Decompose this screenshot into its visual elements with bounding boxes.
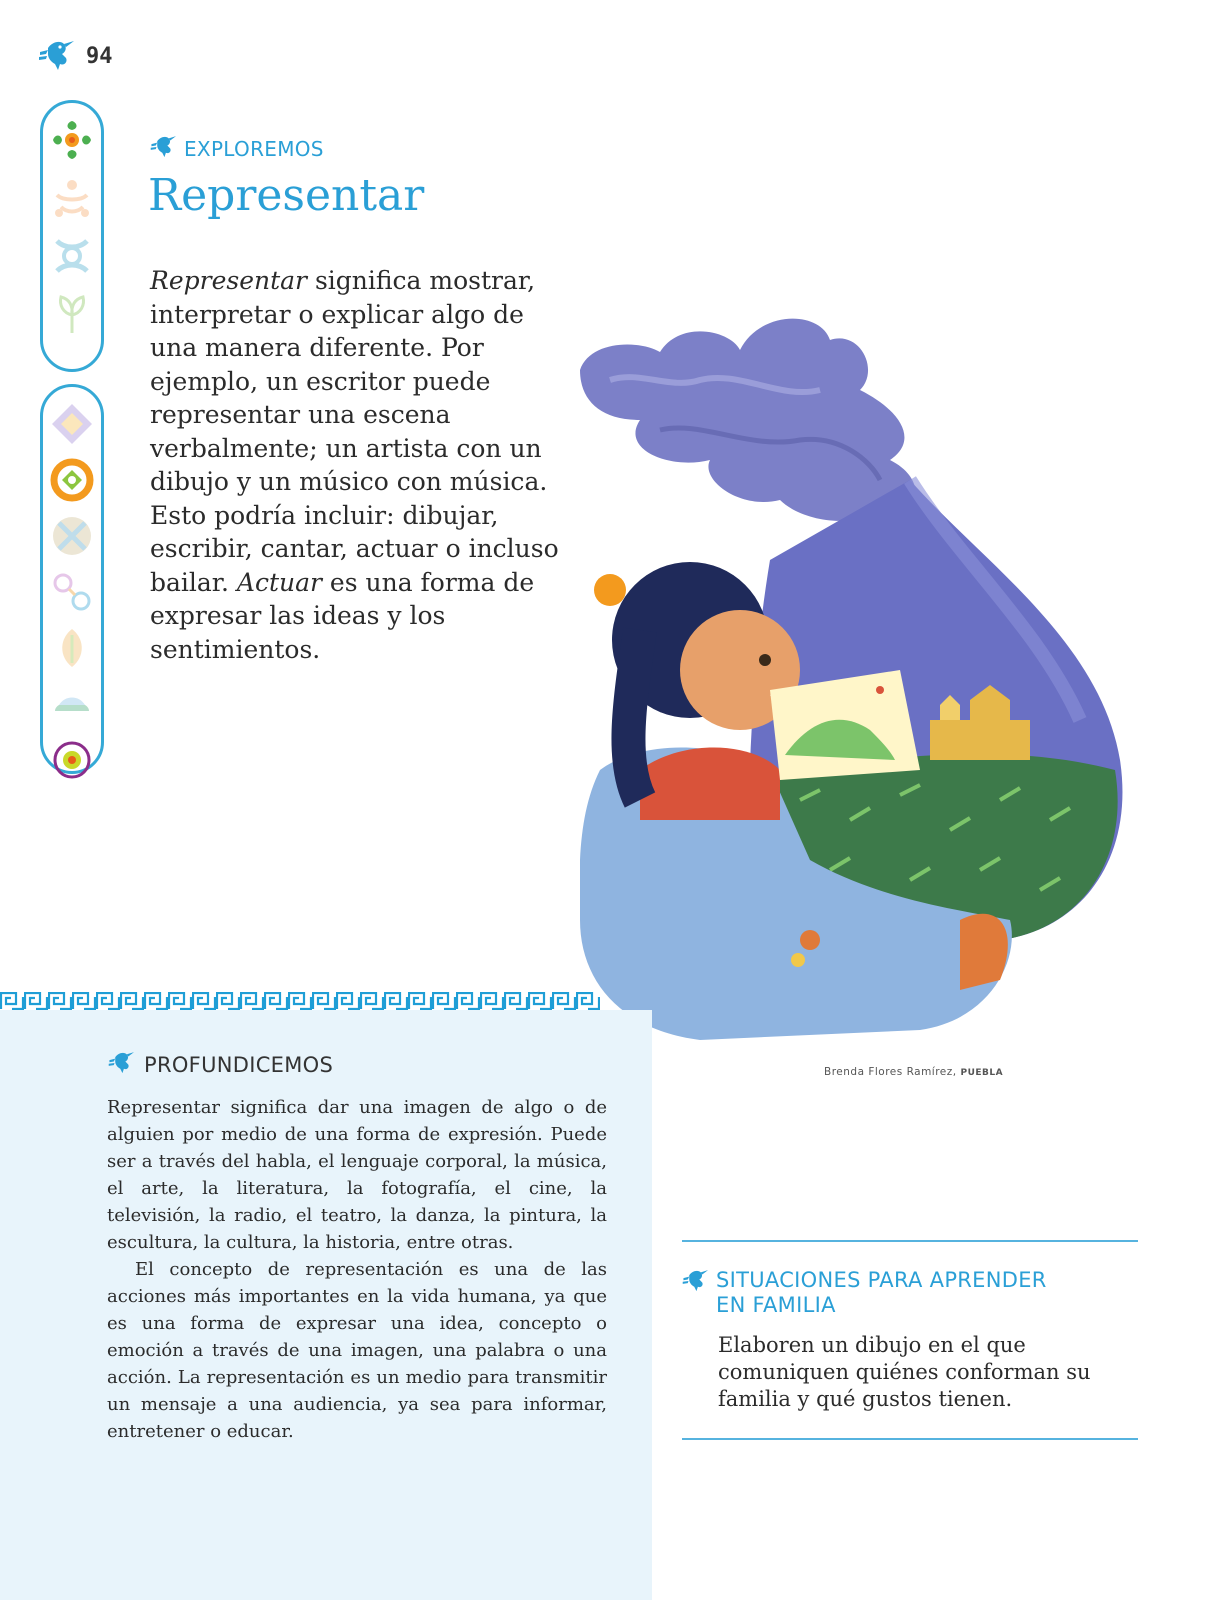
connection-icon — [49, 569, 95, 615]
intro-paragraph — [150, 264, 570, 666]
page-header — [36, 38, 113, 74]
divider — [682, 1240, 1138, 1242]
profundicemos-label — [106, 1050, 333, 1080]
link-icon — [49, 233, 95, 279]
hummingbird-icon — [106, 1050, 136, 1080]
leaf-icon — [49, 625, 95, 671]
intro-text-1: significa mostrar, interpretar o explicar algo de una manera diferente. Por ejemplo, un escritor puede representar una escena verbalmente; un artista con un dibujo y un músico con música. Esto podría incluir: dibujar, escribir, cantar, actuar o incluso bailar. — [150, 266, 559, 597]
emphasis-term: Representar — [150, 266, 307, 295]
profundicemos-text — [107, 1094, 607, 1445]
community-icon — [49, 117, 95, 163]
globe-icon — [49, 681, 95, 727]
page-title: Representar — [148, 170, 425, 221]
emphasis-term: Actuar — [236, 567, 322, 597]
paragraph: El concepto de representación es una de las acciones más importantes en la vida humana, ya que es una forma de expresar una idea, concepto o emoción a través de una imagen, una palabra o una acción. La representación es un medio para transmitir un mensaje a una audiencia, ya sea para informar, entretener o educar. — [107, 1259, 607, 1442]
illustration-girl-drawing-volcano — [580, 300, 1140, 1060]
cross-circle-icon — [49, 513, 95, 559]
family-label — [680, 1268, 1076, 1318]
target-icon — [49, 457, 95, 503]
hummingbird-icon — [36, 38, 76, 74]
family-activity-text: Elaboren un dibujo en el que comuniquen quiénes conforman su familia y qué gustos tienen. — [718, 1333, 1091, 1411]
hummingbird-icon — [148, 134, 178, 164]
decorative-border — [0, 992, 600, 1010]
illustration-credit: Brenda Flores Ramírez, PUEBLA — [824, 1066, 1004, 1078]
section-label: SITUACIONES PARA APRENDER EN FAMILIA — [716, 1268, 1047, 1317]
exploremos-label — [148, 134, 324, 164]
people-icon — [49, 175, 95, 221]
sidebar-bottom-pill — [40, 384, 104, 774]
hummingbird-icon — [680, 1268, 710, 1298]
paragraph: Representar significa dar una imagen de algo o de alguien por medio de una forma de expresión. Puede ser a través del habla, el lenguaje corporal, la música, el arte, la literatura, la fotografía, el cine, la televisión, la radio, el teatro, la danza, la pintura, la escultura, la cultura, la historia, entre otras. — [107, 1097, 607, 1253]
intro-text-2: es una forma de expresar las ideas y los sentimientos. — [150, 567, 535, 664]
diamond-icon — [49, 401, 95, 447]
plant-icon — [49, 291, 95, 337]
sun-icon — [49, 737, 95, 783]
divider — [682, 1438, 1138, 1440]
section-label: PROFUNDICEMOS — [144, 1053, 334, 1077]
section-label: EXPLOREMOS — [184, 137, 324, 161]
page-number: 94 — [86, 43, 113, 69]
sidebar-top-pill — [40, 100, 104, 372]
